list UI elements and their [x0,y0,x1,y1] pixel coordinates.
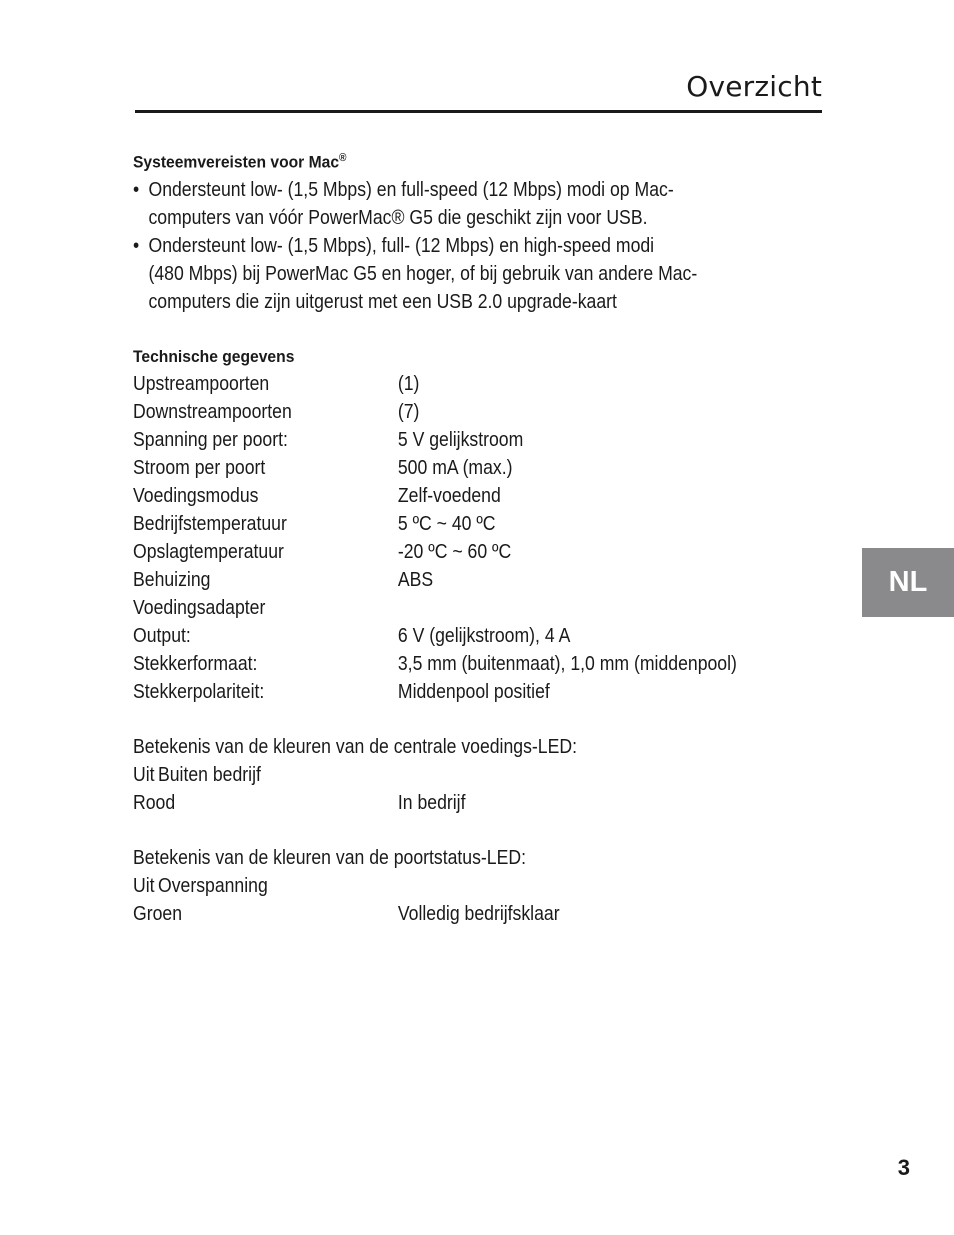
spec-value: Zelf-voedend [397,483,501,507]
bullet-icon: • [133,233,140,257]
spec-row [133,678,735,706]
requirement-item [133,232,735,316]
spec-value: -20 ºC ~ 60 ºC [397,539,512,563]
spec-value: (1) [397,371,420,395]
spec-row [133,398,735,426]
language-tab-nl: NL [862,548,954,617]
spec-value: 5 V gelijkstroom [397,427,524,451]
page-title: Overzicht [686,70,822,103]
power-led-section [133,733,735,817]
spec-row [133,538,735,566]
specs-table [133,370,735,706]
port-led-intro: Betekenis van de kleuren van de poortstatus-LED: [133,845,526,869]
spec-value: 5 ºC ~ 40 ºC [397,511,496,535]
spec-row [133,622,735,650]
spec-value: 500 mA (max.) [397,455,513,479]
spec-value: 3,5 mm (buitenmaat), 1,0 mm (middenpool) [397,651,737,675]
spec-label: Opslagtemperatuur [133,539,284,563]
spec-value: ABS [397,567,434,591]
mac-requirements-heading-text: Systeemvereisten voor Mac [133,152,340,172]
content [133,145,833,928]
spec-label: Behuizing [133,567,211,591]
spec-label: Upstreampoorten [133,371,270,395]
spec-label: Voedingsmodus [133,483,259,507]
title-rule [135,110,822,113]
led-state-label: Uit [133,762,155,786]
requirement-line: Ondersteunt low- (1,5 Mbps), full- (12 Mbps) en high-speed modi [148,233,655,257]
spec-row [133,650,735,678]
requirement-item [133,176,735,232]
spec-label: Stekkerformaat: [133,651,258,675]
mac-requirements-heading [133,145,777,176]
spec-value: 6 V (gelijkstroom), 4 A [397,623,571,647]
port-led-row [133,900,735,928]
led-state-label: Groen [133,901,183,925]
spec-label: Bedrijfstemperatuur [133,511,287,535]
power-led-row [133,761,735,789]
spec-label: Spanning per poort: [133,427,288,451]
page-number: 3 [897,1155,910,1180]
led-state-label: Rood [133,790,176,814]
spec-row [133,510,735,538]
registered-mark: ® [339,152,347,164]
led-state-value: Buiten bedrijf [157,762,261,786]
spec-label: Downstreampoorten [133,399,292,423]
mac-requirements-list [133,176,735,316]
spec-row [133,482,735,510]
spec-row [133,594,735,622]
bullet-icon: • [133,177,140,201]
requirement-line: (480 Mbps) bij PowerMac G5 en hoger, of bij gebruik van andere Mac- [148,261,698,285]
port-led-section [133,844,735,928]
spec-row [133,370,735,398]
led-state-value: In bedrijf [397,790,466,814]
requirement-line: Ondersteunt low- (1,5 Mbps) en full-speed (12 Mbps) modi op Mac- [148,177,674,201]
spec-row [133,566,735,594]
spec-label: Stekkerpolariteit: [133,679,265,703]
spec-value [398,594,735,622]
led-state-value: Overspanning [157,873,268,897]
led-state-value: Volledig bedrijfsklaar [397,901,560,925]
spec-label: Output: [133,623,191,647]
requirement-line: computers die zijn uitgerust met een USB 2.0 upgrade-kaart [148,289,617,313]
spec-row [133,426,735,454]
spec-label: Voedingsadapter [133,595,266,619]
port-led-row [133,872,735,900]
specs-heading: Technische gegevens [133,346,295,366]
led-state-label: Uit [133,873,155,897]
spec-value: (7) [397,399,420,423]
spec-label: Stroom per poort [133,455,266,479]
power-led-row [133,789,735,817]
power-led-intro: Betekenis van de kleuren van de centrale voedings-LED: [133,734,577,758]
requirement-line: computers van vóór PowerMac® G5 die geschikt zijn voor USB. [148,205,648,229]
spec-value: Middenpool positief [397,679,550,703]
spec-row [133,454,735,482]
